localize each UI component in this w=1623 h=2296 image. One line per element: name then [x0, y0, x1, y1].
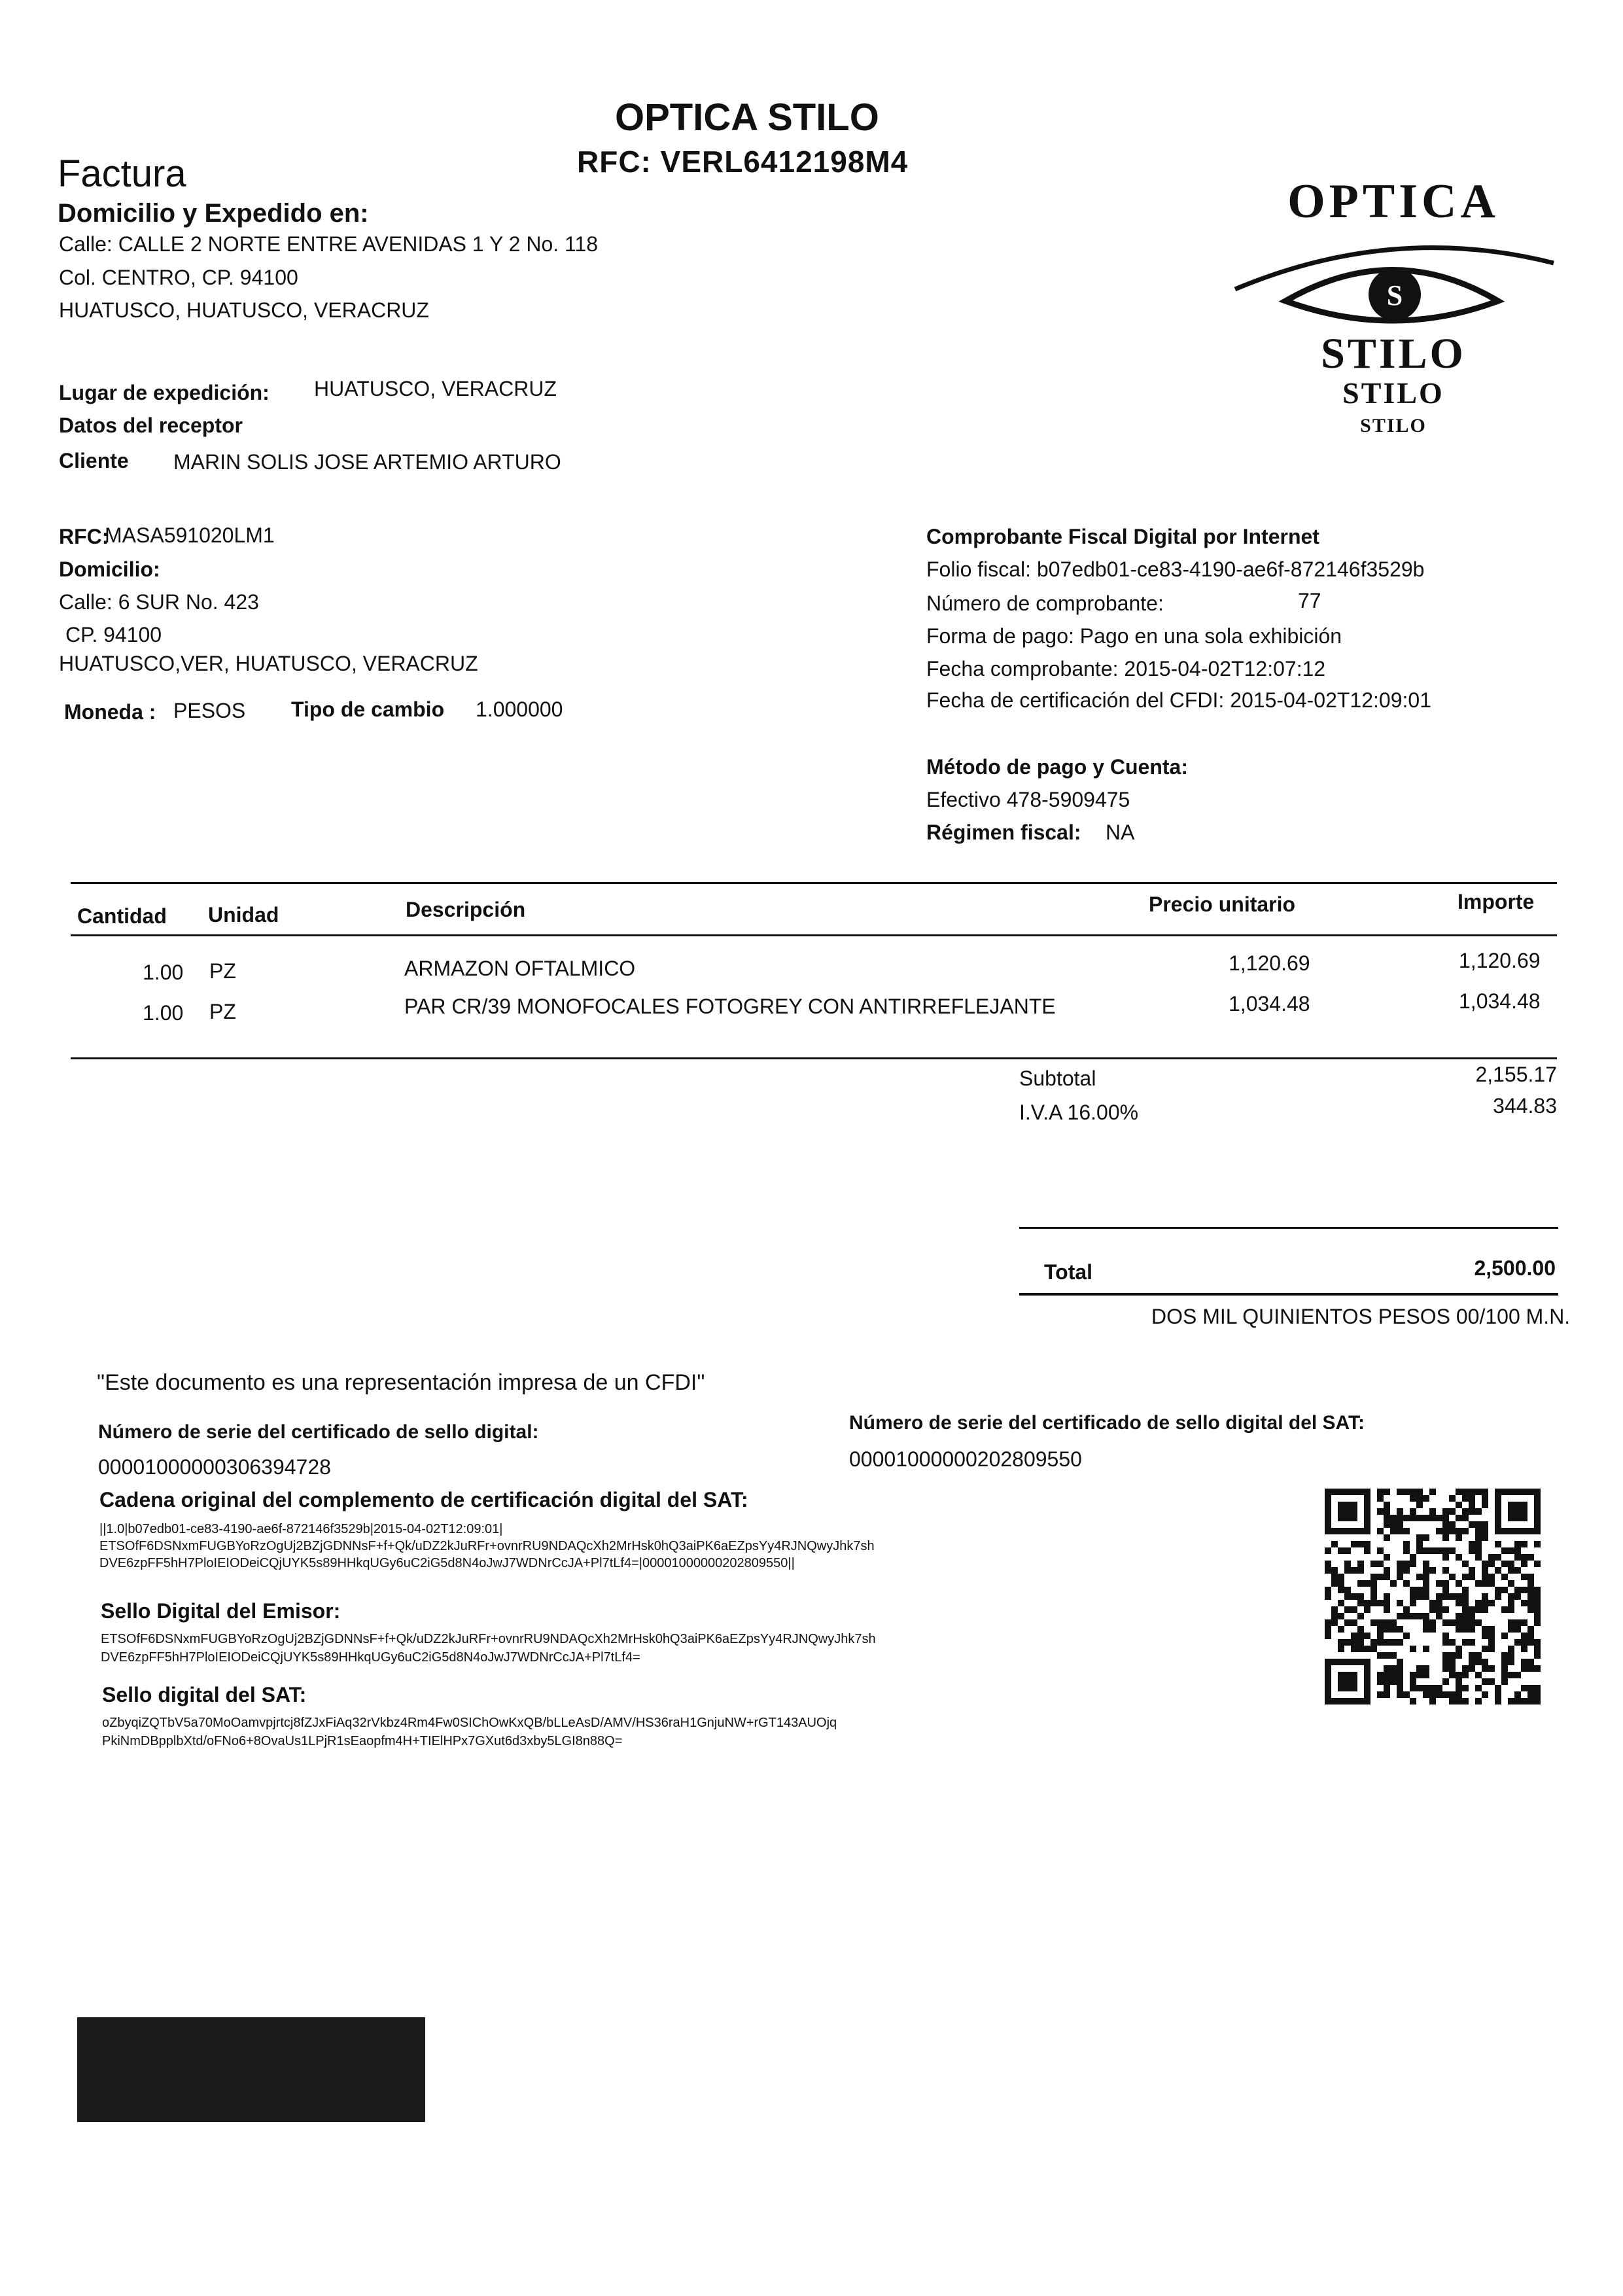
row2-amount: 1,034.48	[1459, 989, 1541, 1013]
sat-seal-label: Sello digital del SAT:	[102, 1683, 307, 1706]
cfdi-cert-date: Fecha de certificación del CFDI: 2015-04-02T12:09:01	[926, 688, 1431, 712]
table-bottom-rule	[71, 1057, 1557, 1059]
expedition-value: HUATUSCO, VERACRUZ	[314, 377, 557, 400]
subtotal-label: Subtotal	[1019, 1067, 1096, 1090]
cert-serial-value: 00001000000306394728	[98, 1455, 331, 1479]
tax-regime-value: NA	[1106, 821, 1135, 844]
total-label: Total	[1044, 1260, 1093, 1284]
logo-eye-letter: S	[1386, 279, 1403, 311]
payment-method-title: Método de pago y Cuenta:	[926, 755, 1188, 779]
client-label: Cliente	[59, 449, 129, 472]
row1-unit-price: 1,120.69	[1229, 951, 1310, 975]
col-header-unit: Unidad	[208, 903, 279, 927]
receiver-title: Datos del receptor	[59, 414, 243, 437]
table-header-rule	[71, 934, 1557, 936]
col-header-amount: Importe	[1457, 890, 1535, 913]
receiver-rfc-label: RFC:	[59, 525, 109, 548]
issuer-colonia: Col. CENTRO, CP. 94100	[59, 266, 298, 289]
row1-unit: PZ	[209, 959, 236, 983]
issuer-seal-line-1: ETSOfF6DSNxmFUGBYoRzOgUj2BZjGDNNsF+f+Qk/uDZ2kJuRFr+ovnrRU9NDAQcXh2MrHsk0hQ3aiPK6aEZpsYy4RJNQwyJhk7sh	[101, 1632, 876, 1646]
receiver-city: HUATUSCO,VER, HUATUSCO, VERACRUZ	[59, 652, 478, 675]
col-header-quantity: Cantidad	[77, 904, 167, 928]
total-bottom-rule	[1019, 1293, 1558, 1296]
row2-quantity: 1.00	[143, 1001, 184, 1025]
cfdi-folio: Folio fiscal: b07edb01-ce83-4190-ae6f-872146f3529b	[926, 557, 1425, 581]
currency-value: PESOS	[173, 699, 246, 722]
table-top-rule	[71, 882, 1557, 884]
row2-unit: PZ	[209, 1000, 236, 1023]
payment-method-value: Efectivo 478-5909475	[926, 788, 1130, 811]
iva-label: I.V.A 16.00%	[1019, 1101, 1139, 1124]
total-top-rule	[1019, 1227, 1558, 1229]
logo-text-stilo-3: STILO	[1360, 415, 1427, 436]
tax-regime-label: Régimen fiscal:	[926, 821, 1081, 844]
company-name: OPTICA STILO	[615, 96, 879, 139]
logo-text-stilo-1: STILO	[1321, 330, 1466, 378]
exchange-label: Tipo de cambio	[291, 698, 445, 721]
iva-value: 344.83	[1493, 1094, 1557, 1118]
company-rfc: RFC: VERL6412198M4	[577, 145, 909, 179]
total-in-words: DOS MIL QUINIENTOS PESOS 00/100 M.N.	[1151, 1305, 1571, 1328]
sat-seal-line-2: PkiNmDBpplbXtd/oFNo6+8OvaUs1LPjR1sEaopfm4H+TIElHPx7GXut6d3xby5LGI8n88Q=	[102, 1734, 623, 1748]
row2-description: PAR CR/39 MONOFOCALES FOTOGREY CON ANTIRREFLEJANTE	[404, 995, 1056, 1018]
original-chain-label: Cadena original del complemento de certificación digital del SAT:	[99, 1488, 748, 1511]
row1-description: ARMAZON OFTALMICO	[404, 957, 636, 980]
receiver-rfc-value: MASA591020LM1	[105, 523, 275, 547]
original-chain-line-3: DVE6zpFF5hH7PloIEIODeiCQjUYK5s89HHkqUGy6uC2iG5d8N4oJwJ7WDNrCcJA+Pl7tLf4=|00001000000202809550||	[99, 1556, 795, 1570]
issuer-title: Domicilio y Expedido en:	[58, 199, 369, 228]
cfdi-payment-form: Forma de pago: Pago en una sola exhibición	[926, 624, 1342, 648]
exchange-value: 1.000000	[476, 698, 563, 721]
original-chain-line-1: ||1.0|b07edb01-ce83-4190-ae6f-872146f3529b|2015-04-02T12:09:01|	[99, 1522, 503, 1536]
subtotal-value: 2,155.17	[1475, 1063, 1557, 1086]
col-header-description: Descripción	[406, 898, 526, 921]
issuer-seal-label: Sello Digital del Emisor:	[101, 1599, 341, 1623]
cfdi-date: Fecha comprobante: 2015-04-02T12:07:12	[926, 657, 1326, 680]
redacted-block	[77, 2017, 425, 2122]
cfdi-title: Comprobante Fiscal Digital por Internet	[926, 525, 1319, 548]
currency-label: Moneda :	[64, 700, 156, 724]
row1-amount: 1,120.69	[1459, 949, 1541, 972]
row2-unit-price: 1,034.48	[1229, 992, 1310, 1016]
issuer-street: Calle: CALLE 2 NORTE ENTRE AVENIDAS 1 Y 2 No. 118	[59, 232, 599, 256]
issuer-seal-line-2: DVE6zpFF5hH7PloIEIODeiCQjUYK5s89HHkqUGy6uC2iG5d8N4oJwJ7WDNrCcJA+Pl7tLf4=	[101, 1650, 640, 1665]
cert-serial-label: Número de serie del certificado de sello digital:	[98, 1421, 539, 1443]
qr-code	[1325, 1489, 1541, 1704]
document-type: Factura	[58, 152, 186, 195]
sat-seal-line-1: oZbyqiZQTbV5a70MoOamvpjrtcj8fZJxFiAq32rVkbz4Rm4Fw0SIChOwKxQB/bLLeAsD/AMV/HS36raH1GnjuNW+rGT143AUOjq	[102, 1716, 837, 1730]
receiver-address-label: Domicilio:	[59, 557, 160, 581]
logo-text-stilo-2: STILO	[1342, 376, 1444, 410]
receiver-cp: CP. 94100	[65, 623, 162, 646]
total-value: 2,500.00	[1474, 1256, 1556, 1280]
issuer-city: HUATUSCO, HUATUSCO, VERACRUZ	[59, 298, 429, 322]
col-header-unit-price: Precio unitario	[1149, 892, 1296, 916]
sat-cert-serial-value: 00001000000202809550	[849, 1447, 1082, 1471]
expedition-label: Lugar de expedición:	[59, 381, 270, 404]
row1-quantity: 1.00	[143, 961, 184, 984]
original-chain-line-2: ETSOfF6DSNxmFUGBYoRzOgUj2BZjGDNNsF+f+Qk/uDZ2kJuRFr+ovnrRU9NDAQcXh2MrHsk0hQ3aiPK6aEZpsYy4RJNQwyJhk7sh	[99, 1539, 875, 1553]
client-value: MARIN SOLIS JOSE ARTEMIO ARTURO	[173, 450, 561, 474]
optica-stilo-logo	[1223, 177, 1563, 451]
cfdi-number-label: Número de comprobante:	[926, 592, 1164, 615]
sat-cert-serial-label: Número de serie del certificado de sello digital del SAT:	[849, 1412, 1365, 1434]
cfdi-representation-note: "Este documento es una representación impresa de un CFDI"	[97, 1370, 705, 1395]
logo-text-optica: OPTICA	[1287, 177, 1499, 228]
receiver-street: Calle: 6 SUR No. 423	[59, 590, 259, 614]
cfdi-number-value: 77	[1298, 589, 1321, 612]
